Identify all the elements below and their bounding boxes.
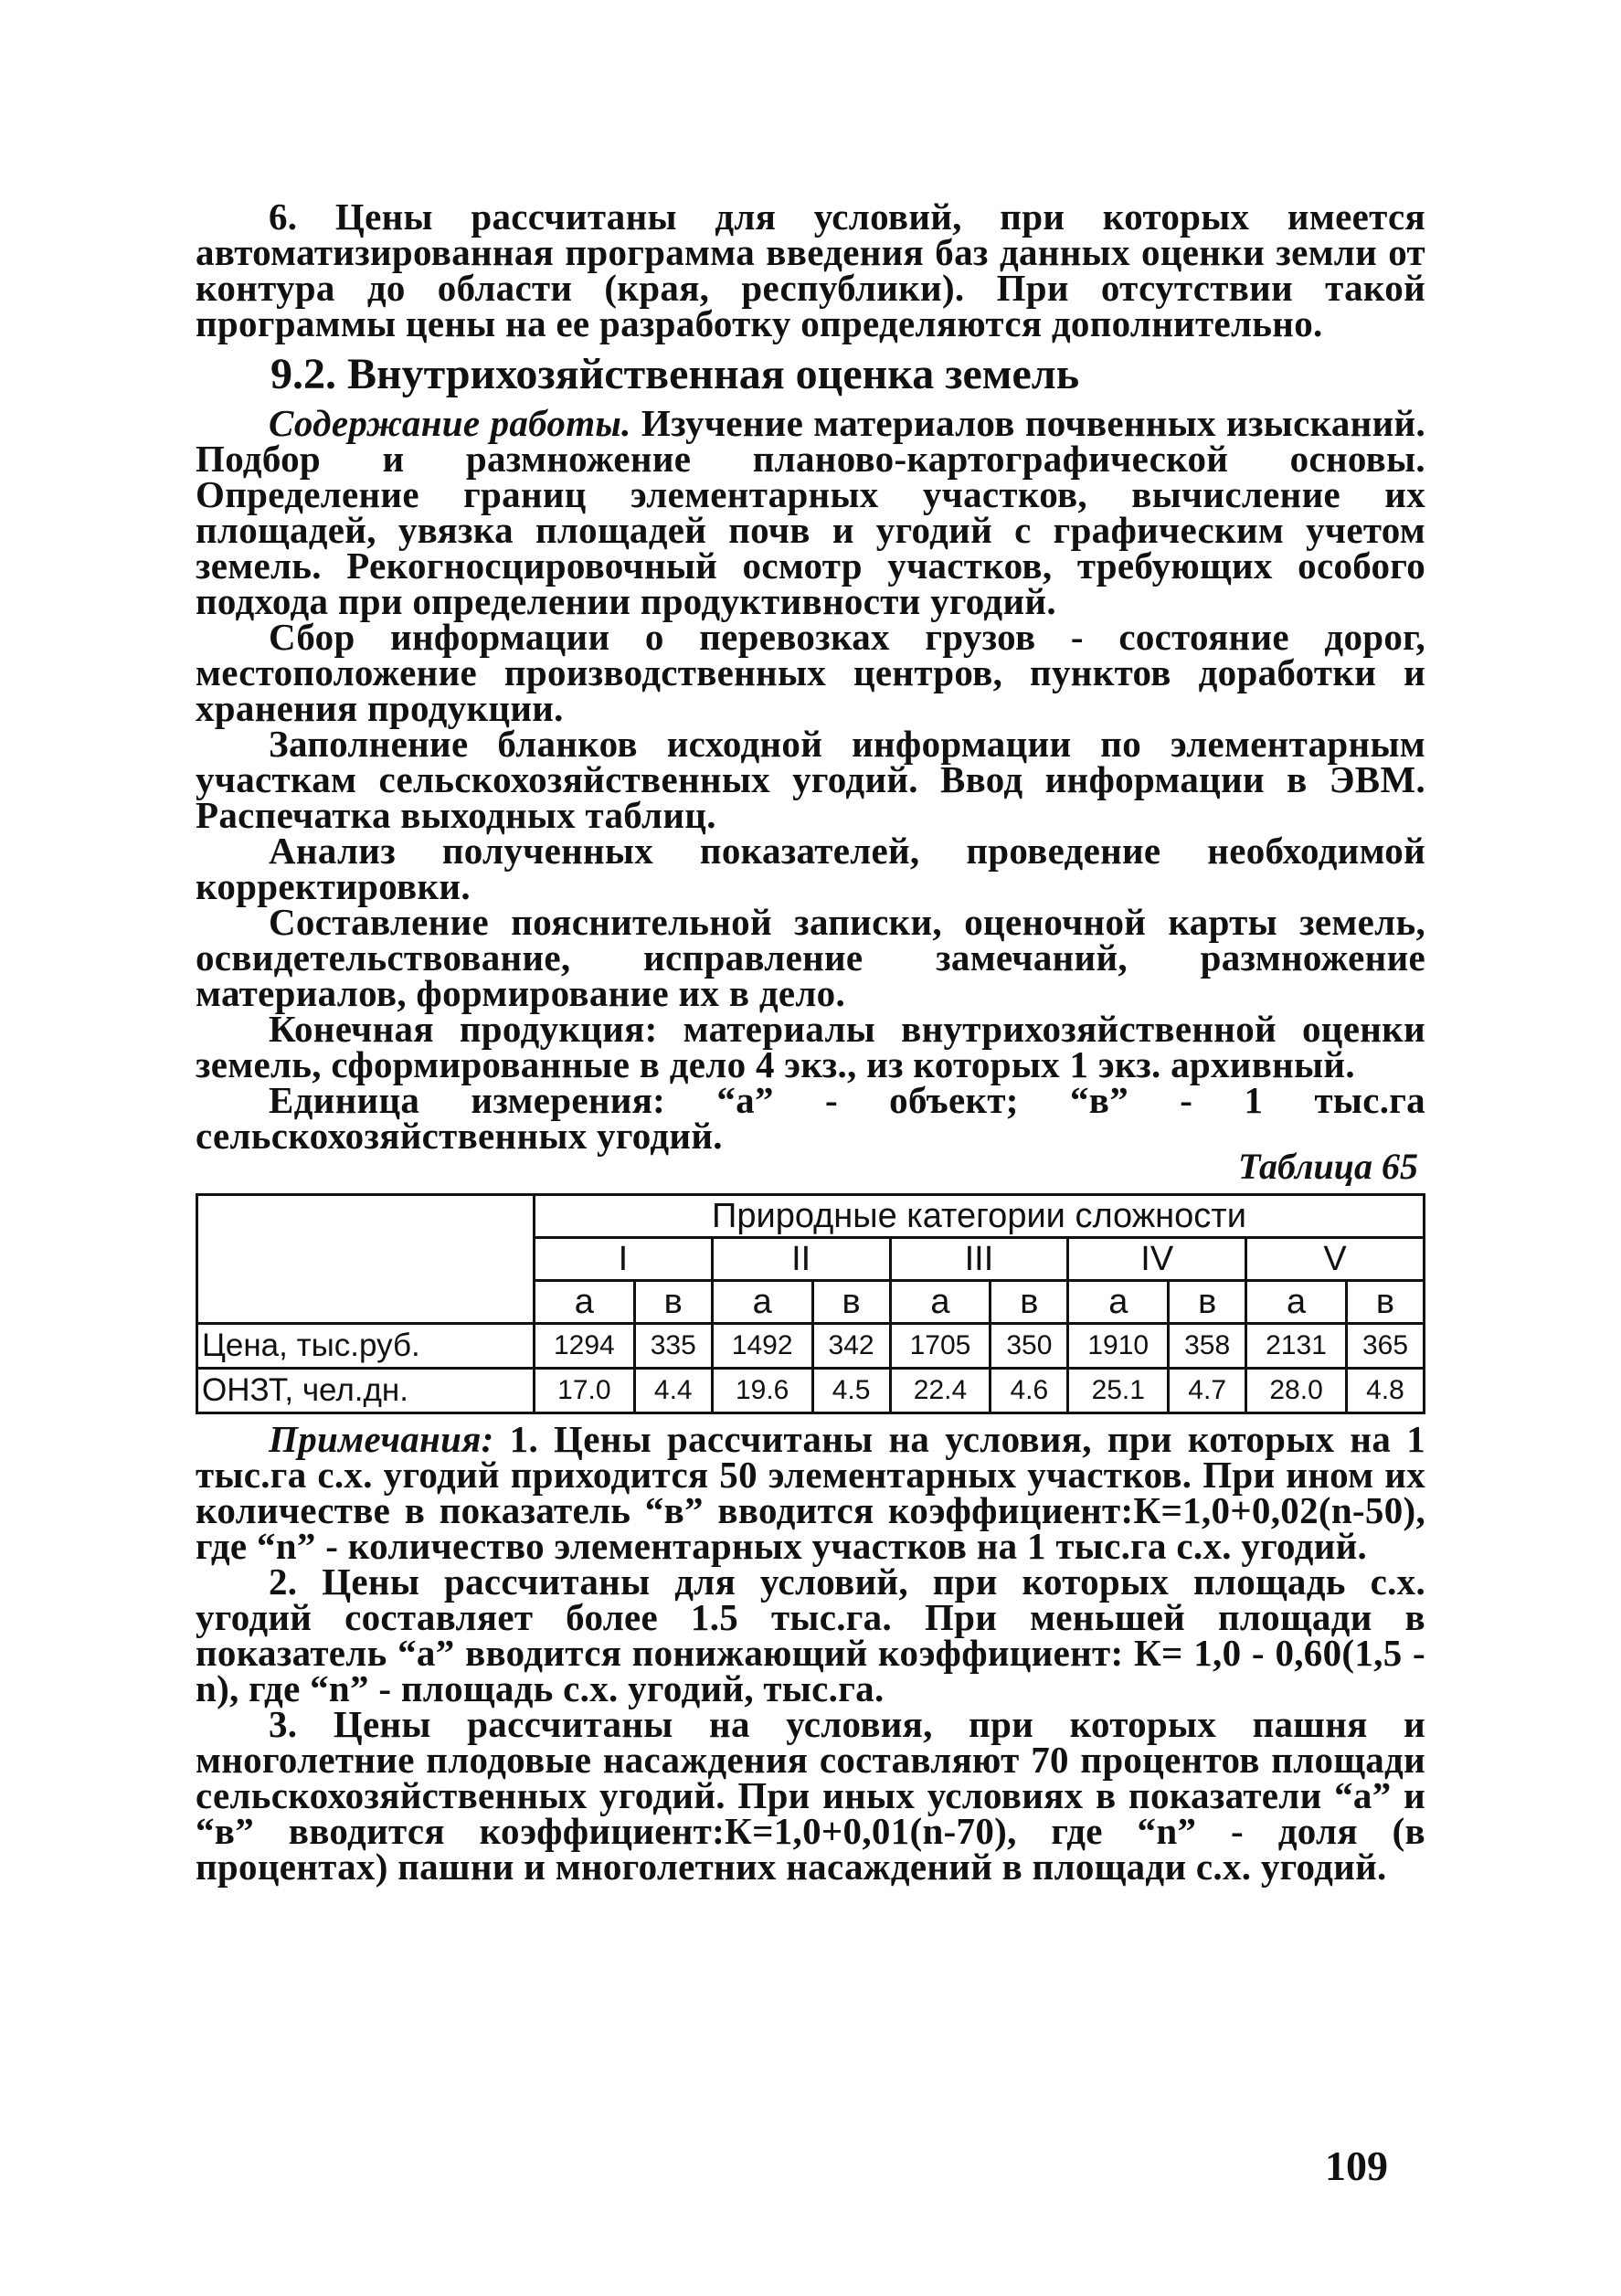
table-cell: 4.7 [1169, 1369, 1246, 1413]
paragraph-forms: Заполнение бланков исходной информации по элементарным участкам сельскохозяйственных угодий. Ввод информации в ЭВМ. Распечатка выходных таблиц. [196, 723, 1425, 836]
table-cell: 1294 [534, 1324, 634, 1369]
group-header: Природные категории сложности [534, 1195, 1424, 1238]
content-label: Содержание работы. [269, 402, 631, 444]
table-cell: 4.5 [812, 1369, 890, 1413]
page-body [196, 196, 1425, 1888]
notes-block [196, 1418, 1425, 1888]
section-heading: 9.2. Внутрихозяйственная оценка земель [270, 350, 1080, 398]
note-1-text: 1. Цены рассчитаны на условия, при которых на 1 тыс.га с.х. угодий приходится 50 элементарных участков. При ином их количестве в показатель “в” вводится коэффициент:К=1,0+0,02(n-50), где “n” - количество элементарных участков на 1 тыс.га с.х. угодий. [196, 1418, 1425, 1567]
subcolumn-cell: в [991, 1281, 1068, 1324]
table-corner-cell [197, 1195, 535, 1324]
content-paragraph [196, 402, 1425, 622]
paragraph-report: Составление пояснительной записки, оценочной карты земель, освидетельствование, исправление замечаний, размножение материалов, формирование их в дело. [196, 901, 1425, 1014]
subcolumn-cell: а [712, 1281, 812, 1324]
notes-label: Примечания: [269, 1418, 494, 1460]
subcolumn-cell: в [1346, 1281, 1424, 1324]
price-table [196, 1193, 1425, 1414]
table-cell: 1492 [712, 1324, 812, 1369]
subcolumn-cell: а [890, 1281, 991, 1324]
paragraph-final-product: Конечная продукция: материалы внутрихозяйственной оценки земель, сформированные в дело 4 экз., из которых 1 экз. архивный. [196, 1008, 1425, 1085]
subcolumn-cell: в [812, 1281, 890, 1324]
category-cell: V [1246, 1238, 1425, 1281]
category-cell: III [890, 1238, 1068, 1281]
table-row-price [197, 1324, 1425, 1369]
subcolumn-cell: а [1246, 1281, 1347, 1324]
content-text: Изучение материалов почвенных изысканий. Подбор и размножение планово-картографической основы. Определение границ элементарных участков, вычисление их площадей, увязка площадей почв и угодий с графическим учетом земель. Рекогносцировочный осмотр участков, требующих особого подхода при определении продуктивности угодий. [196, 402, 1425, 622]
row-label: Цена, тыс.руб. [197, 1324, 535, 1369]
table-cell: 342 [812, 1324, 890, 1369]
paragraph-unit: Единица измерения: “а” - объект; “в” - 1 тыс.га сельскохозяйственных угодий. [196, 1079, 1425, 1157]
table-cell: 19.6 [712, 1369, 812, 1413]
table-header-row [197, 1195, 1425, 1238]
table-cell: 358 [1169, 1324, 1246, 1369]
table-row-labor [197, 1369, 1425, 1413]
table-cell: 335 [634, 1324, 712, 1369]
page-number: 109 [1325, 2143, 1388, 2189]
category-cell: IV [1068, 1238, 1246, 1281]
table-cell: 4.8 [1346, 1369, 1424, 1413]
intro-paragraph: 6. Цены рассчитаны для условий, при которых имеется автоматизированная программа введения баз данных оценки земли от контура до области (края, республики). При отсутствии такой программы цены на ее разработку определяются дополнительно. [196, 196, 1425, 344]
category-cell: I [534, 1238, 712, 1281]
table-caption: Таблица 65 [1238, 1146, 1418, 1187]
table-cell: 17.0 [534, 1369, 634, 1413]
paragraph-analysis: Анализ полученных показателей, проведение необходимой корректировки. [196, 830, 1425, 907]
note-2: 2. Цены рассчитаны для условий, при которых площадь с.х. угодий составляет более 1.5 тыс.га. При меньшей площади в показатель “а” вводится понижающий коэффициент: К= 1,0 - 0,60(1,5 - n), где “n” - площадь с.х. угодий, тыс.га. [196, 1561, 1425, 1709]
table-cell: 350 [991, 1324, 1068, 1369]
table-cell: 28.0 [1246, 1369, 1347, 1413]
paragraph-cargo: Сбор информации о перевозках грузов - состояние дорог, местоположение производственных центров, пунктов доработки и хранения продукции. [196, 616, 1425, 729]
category-cell: II [712, 1238, 890, 1281]
table-cell: 4.4 [634, 1369, 712, 1413]
subcolumn-cell: а [534, 1281, 634, 1324]
table-cell: 365 [1346, 1324, 1424, 1369]
table-cell: 2131 [1246, 1324, 1347, 1369]
table-cell: 1910 [1068, 1324, 1169, 1369]
table-cell: 1705 [890, 1324, 991, 1369]
note-3: 3. Цены рассчитаны на условия, при которых пашня и многолетние плодовые насаждения составляют 70 процентов площади сельскохозяйственных угодий. При иных условиях в показатели “а” и “в” вводится коэффициент:К=1,0+0,01(n-70), где “n” - доля (в процентах) пашни и многолетних насаждений в площади с.х. угодий. [196, 1703, 1425, 1888]
table-cell: 25.1 [1068, 1369, 1169, 1413]
subcolumn-cell: в [634, 1281, 712, 1324]
subcolumn-cell: в [1169, 1281, 1246, 1324]
row-label: ОНЗТ, чел.дн. [197, 1369, 535, 1413]
table-cell: 4.6 [991, 1369, 1068, 1413]
note-1 [196, 1418, 1425, 1567]
table-cell: 22.4 [890, 1369, 991, 1413]
subcolumn-cell: а [1068, 1281, 1169, 1324]
